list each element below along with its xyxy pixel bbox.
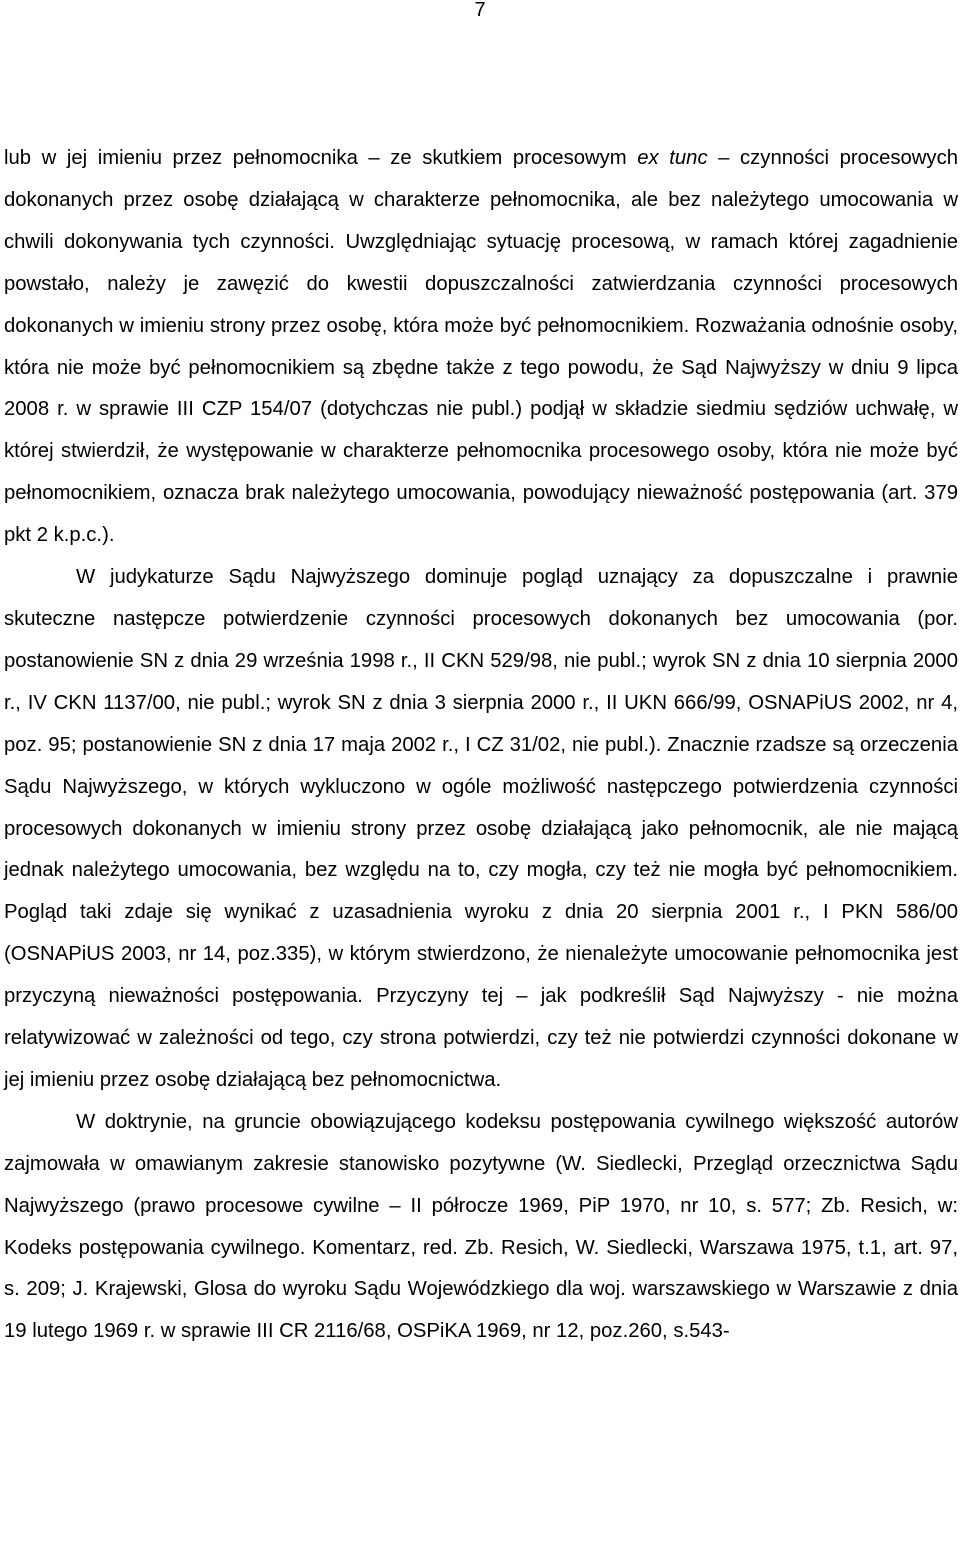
- document-body: [4, 138, 958, 1353]
- paragraph-text: – czynności procesowych dokonanych przez osobę działającą w charakterze pełnomocnika, ale bez należytego umocowania w chwili dokonywania tych czynności. Uwzględniając sytuację procesową, w ramach której zagadnienie powstało, należy je zawęzić do kwestii dopuszczalności zatwierdzania czynności procesowych dokonanych w imieniu strony przez osobę, która może być pełnomocnikiem. Rozważania odnośnie osoby, która nie może być pełnomocnikiem są zbędne także z tego powodu, że Sąd Najwyższy w dniu 9 lipca 2008 r. w sprawie III CZP 154/07 (dotychczas nie publ.) podjął w składzie siedmiu sędziów uchwałę, w której stwierdził, że występowanie w charakterze pełnomocnika procesowego osoby, która nie może być pełnomocnikiem, oznacza brak należytego umocowania, powodujący nieważność postępowania (art. 379 pkt 2 k.p.c.).: [4, 147, 958, 547]
- paragraph-judykatura: W judykaturze Sądu Najwyższego dominuje pogląd uznający za dopuszczalne i prawnie skuteczne następcze potwierdzenie czynności procesowych dokonanych bez umocowania (por. postanowienie SN z dnia 29 września 1998 r., II CKN 529/98, nie publ.; wyrok SN z dnia 10 sierpnia 2000 r., IV CKN 1137/00, nie publ.; wyrok SN z dnia 3 sierpnia 2000 r., II UKN 666/99, OSNAPiUS 2002, nr 4, poz. 95; postanowienie SN z dnia 17 maja 2002 r., I CZ 31/02, nie publ.). Znacznie rzadsze są orzeczenia Sądu Najwyższego, w których wykluczono w ogóle możliwość następczego potwierdzenia czynności procesowych dokonanych w imieniu strony przez osobę działającą jako pełnomocnik, ale nie mającą jednak należytego umocowania, bez względu na to, czy mogła, czy też nie mogła być pełnomocnikiem. Pogląd taki zdaje się wynikać z uzasadnienia wyroku z dnia 20 sierpnia 2001 r., I PKN 586/00 (OSNAPiUS 2003, nr 14, poz.335), w którym stwierdzono, że nienależyte umocowanie pełnomocnika jest przyczyną nieważności postępowania. Przyczyny tej – jak podkreślił Sąd Najwyższy - nie można relatywizować w zależności od tego, czy strona potwierdzi, czy też nie potwierdzi czynności dokonane w jej imieniu przez osobę działającą bez pełnomocnictwa.: [4, 566, 958, 1091]
- latin-term: ex tunc: [637, 147, 708, 169]
- paragraph-doktryna: W doktrynie, na gruncie obowiązującego kodeksu postępowania cywilnego większość autorów zajmowała w omawianym zakresie stanowisko pozytywne (W. Siedlecki, Przegląd orzecznictwa Sądu Najwyższego (prawo procesowe cywilne – II półrocze 1969, PiP 1970, nr 10, s. 577; Zb. Resich, w: Kodeks postępowania cywilnego. Komentarz, red. Zb. Resich, W. Siedlecki, Warszawa 1975, t.1, art. 97, s. 209; J. Krajewski, Glosa do wyroku Sądu Wojewódzkiego dla woj. warszawskiego w Warszawie z dnia 19 lutego 1969 r. w sprawie III CR 2116/68, OSPiKA 1969, nr 12, poz.260, s.543-: [4, 1110, 958, 1343]
- paragraph-text: lub w jej imieniu przez pełnomocnika – ze skutkiem procesowym: [4, 147, 638, 169]
- paragraph-continuation: [4, 138, 958, 557]
- page-number: 7: [474, 0, 486, 21]
